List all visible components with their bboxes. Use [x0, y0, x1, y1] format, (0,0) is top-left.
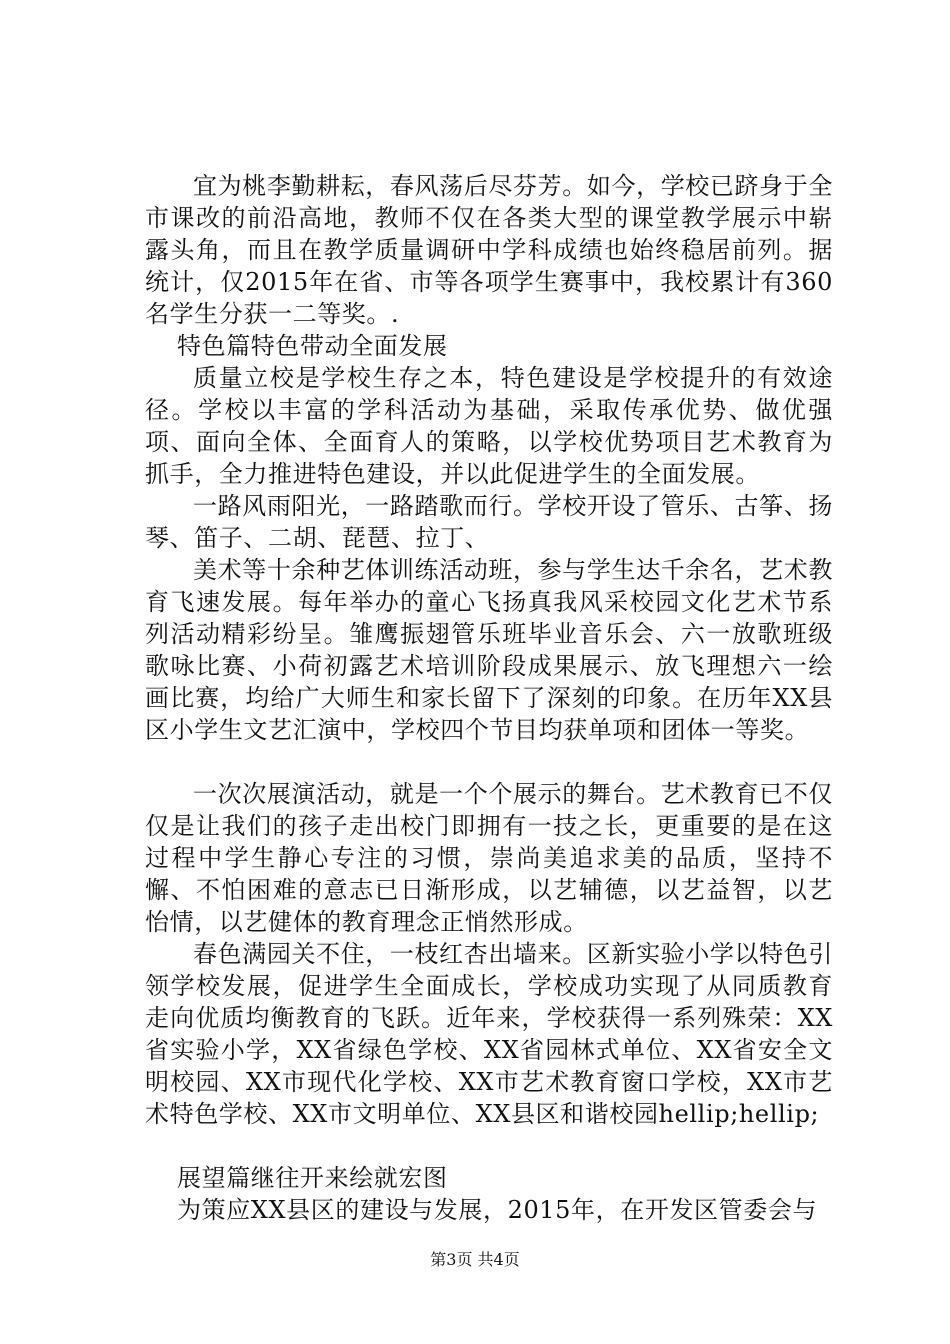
- paragraph-spacer: [145, 746, 833, 778]
- document-body: [145, 170, 833, 1226]
- paragraph-achievements: 宜为桃李勤耕耘，春风荡后尽芬芳。如今，学校已跻身于全市课改的前沿高地，教师不仅在各类大型的课堂教学展示中崭露头角，而且在教学质量调研中学科成绩也始终稳居前列。据统计，仅2015年在省、市等各项学生赛事中，我校累计有360名学生分获一二等奖。.: [145, 172, 833, 328]
- section-heading-outlook: 展望篇继往开来绘就宏图: [177, 1164, 448, 1192]
- paragraph-performances: 一次次展演活动，就是一个个展示的舞台。艺术教育已不仅仅是让我们的孩子走出校门即拥有一技之长，更重要的是在这过程中学生静心专注的习惯，崇尚美追求美的品质，坚持不懈、不怕困难的意志已日渐形成，以艺辅德，以艺益智，以艺怡情，以艺健体的教育理念正悄然形成。: [145, 780, 833, 936]
- paragraph-outlook-start: 为策应XX县区的建设与发展，2015年，在开发区管委会与: [177, 1196, 818, 1224]
- paragraph-spacer: [145, 1130, 833, 1162]
- paragraph-art-classes: 一路风雨阳光，一路踏歌而行。学校开设了管乐、古筝、扬琴、笛子、二胡、琵琶、拉丁、: [145, 492, 833, 552]
- paragraph-honors: 春色满园关不住，一枝红杏出墙来。区新实验小学以特色引领学校发展，促进学生全面成长，学校成功实现了从同质教育走向优质均衡教育的飞跃。近年来，学校获得一系列殊荣：XX省实验小学，XX省绿色学校、XX省园林式单位、XX省安全文明校园、XX市现代化学校、XX市艺术教育窗口学校，XX市艺术特色学校、XX市文明单位、XX县区和谐校园hellip;hellip;: [145, 940, 833, 1128]
- section-heading-features: 特色篇特色带动全面发展: [177, 332, 448, 360]
- page-number-footer: 第3页 共4页: [430, 1250, 520, 1269]
- paragraph-quality: 质量立校是学校生存之本，特色建设是学校提升的有效途径。学校以丰富的学科活动为基础，采取传承优势、做优强项、面向全体、全面育人的策略，以学校优势项目艺术教育为抓手，全力推进特色建设，并以此促进学生的全面发展。: [145, 364, 833, 488]
- paragraph-art-activities: 美术等十余种艺体训练活动班，参与学生达千余名，艺术教育飞速发展。每年举办的童心飞扬真我风采校园文化艺术节系列活动精彩纷呈。雏鹰振翅管乐班毕业音乐会、六一放歌班级歌咏比赛、小荷初露艺术培训阶段成果展示、放飞理想六一绘画比赛，均给广大师生和家长留下了深刻的印象。在历年XX县区小学生文艺汇演中，学校四个节目均获单项和团体一等奖。: [145, 556, 833, 744]
